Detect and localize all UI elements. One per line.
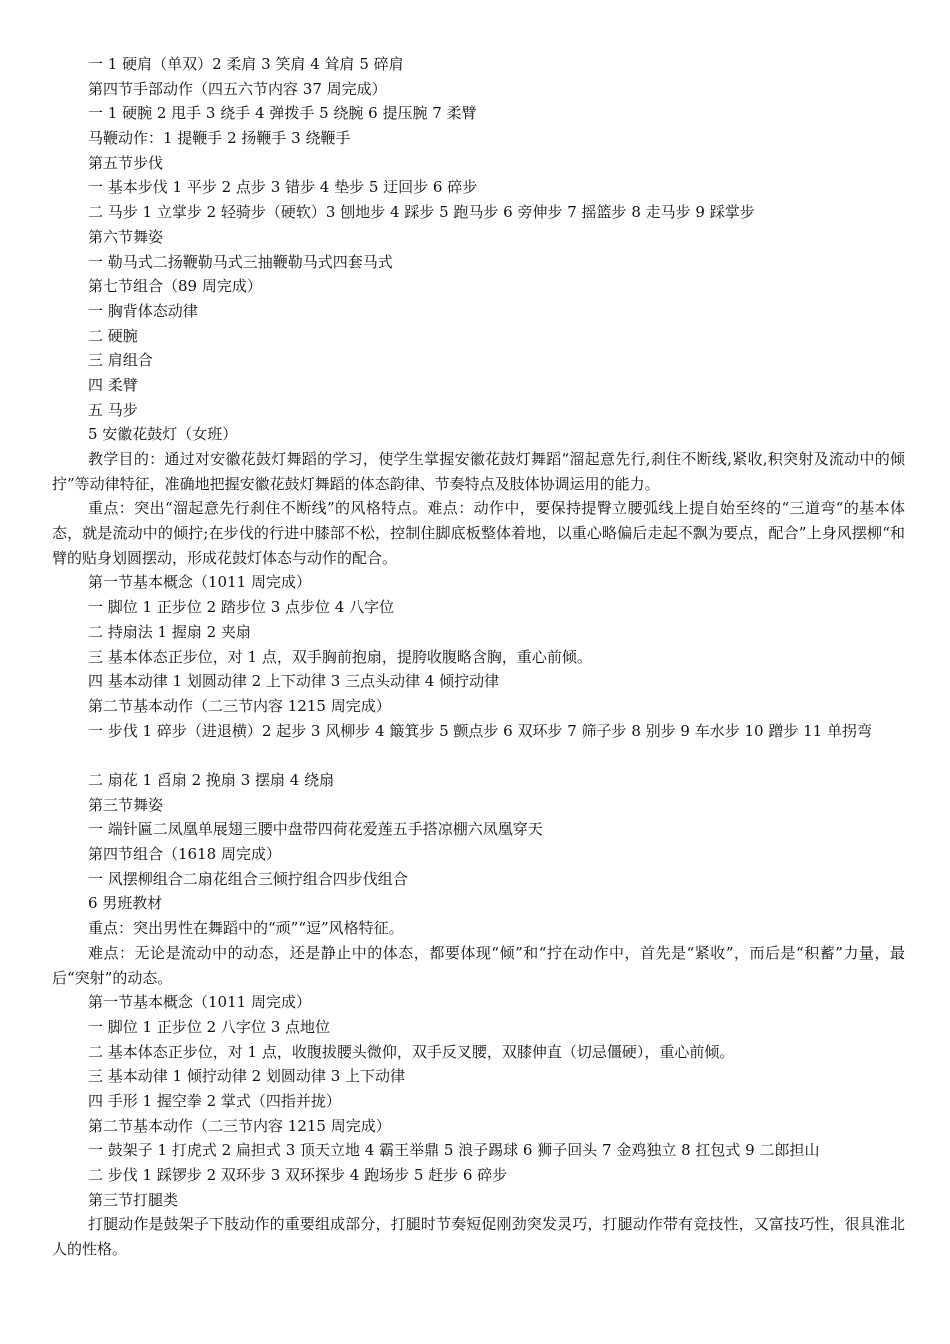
text-line: 一 勒马式二扬鞭勒马式三抽鞭勒马式四套马式: [88, 252, 393, 271]
text-line: 一 鼓架子 1 打虎式 2 扁担式 3 顶天立地 4 霸王举鼎 5 浪子踢球 6 狮子回头 7 金鸡独立 8 扛包式 9 二郎担山: [88, 1141, 820, 1160]
section-heading: 第一节基本概念（1011 周完成）: [88, 993, 311, 1012]
text-line: 重点：突出男性在舞蹈中的“顽”“逗”风格特征。: [88, 919, 404, 938]
section-heading: 第七节组合（89 周完成）: [88, 277, 262, 296]
text-line: 四 柔臂: [88, 375, 138, 394]
section-heading: 第三节舞姿: [88, 795, 164, 814]
text-line: 三 基本体态正步位，对 1 点，双手胸前抱扇，提胯收腹略含胸，重心前倾。: [88, 647, 592, 666]
section-heading: 第四节组合（1618 周完成）: [88, 845, 281, 864]
text-line: 一 端针匾二凤凰单展翅三腰中盘带四荷花爱莲五手搭凉棚六凤凰穿天: [88, 820, 543, 839]
text-line: 二 马步 1 立掌步 2 轻骑步（硬软）3 刨地步 4 踩步 5 跑马步 6 旁伸步 7 摇篮步 8 走马步 9 踩掌步: [88, 203, 755, 222]
text-line: 一 风摆柳组合二扇花组合三倾拧组合四步伐组合: [88, 869, 408, 888]
text-line: 一 1 硬肩（单双）2 柔肩 3 笑肩 4 耸肩 5 碎肩: [88, 55, 404, 73]
text-line: 一 1 硬腕 2 甩手 3 绕手 4 弹拨手 5 绕腕 6 提压腕 7 柔臂: [88, 104, 477, 123]
section-heading: 第五节步伐: [88, 153, 164, 172]
text-line: 二 硬腕: [88, 326, 138, 345]
text-line: 三 基本动律 1 倾拧动律 2 划圆动律 3 上下动律: [88, 1067, 406, 1086]
text-line: 二 持扇法 1 握扇 2 夹扇: [88, 622, 251, 641]
section-heading: 第一节基本概念（1011 周完成）: [88, 573, 311, 592]
text-line: 二 步伐 1 踩锣步 2 双环步 3 双环探步 4 跑场步 5 赶步 6 碎步: [88, 1166, 508, 1185]
text-line: 五 马步: [88, 400, 138, 419]
text-line: 四 基本动律 1 划圆动律 2 上下动律 3 三点头动律 4 倾拧动律: [88, 672, 500, 691]
section-heading: 第三节打腿类: [88, 1190, 179, 1209]
document-page: [52, 52, 905, 1262]
paragraph: 教学目的：通过对安徽花鼓灯舞蹈的学习，使学生掌握安徽花鼓灯舞蹈“溜起意先行,刹住不断线,紧收,积突射及流动中的倾拧”等动律特征，准确地把握安徽花鼓灯舞蹈的体态韵律、节奏特点及肢体协调运用的能力。: [52, 450, 905, 493]
text-line: 三 肩组合: [88, 351, 153, 370]
section-heading: 第六节舞姿: [88, 227, 164, 246]
text-line: 一 基本步伐 1 平步 2 点步 3 错步 4 垫步 5 迂回步 6 碎步: [88, 178, 478, 197]
section-heading: 第二节基本动作（二三节内容 1215 周完成）: [88, 1116, 391, 1135]
text-line: 四 手形 1 握空拳 2 掌式（四指并拢）: [88, 1091, 341, 1110]
text-line: 马鞭动作：1 提鞭手 2 扬鞭手 3 绕鞭手: [88, 129, 351, 148]
paragraph: 难点：无论是流动中的动态，还是静止中的体态，都要体现“倾”和“拧在动作中，首先是“紧收”，而后是“积蓄”力量，最后“突射”的动态。: [52, 943, 905, 987]
section-heading: 第四节手部动作（四五六节内容 37 周完成）: [88, 79, 387, 98]
text-line: 二 基本体态正步位，对 1 点，收腹拔腰头微仰，双手反叉腰，双膝伸直（切忌僵硬），重心前倾。: [88, 1042, 735, 1061]
text-line: 二 扇花 1 舀扇 2 挽扇 3 摆扇 4 绕扇: [88, 771, 335, 789]
chapter-heading: 5 安徽花鼓灯（女班）: [88, 425, 238, 444]
paragraph: 一 步伐 1 碎步（进退横）2 起步 3 风柳步 4 簸箕步 5 颤点步 6 双环步 7 筛子步 8 别步 9 车水步 10 蹭步 11 单拐弯: [88, 721, 872, 740]
text-line: 一 脚位 1 正步位 2 踏步位 3 点步位 4 八字位: [88, 598, 395, 617]
section-heading: 第二节基本动作（二三节内容 1215 周完成）: [88, 696, 391, 715]
text-line: 一 脚位 1 正步位 2 八字位 3 点地位: [88, 1017, 331, 1036]
text-line: 一 胸背体态动律: [88, 301, 198, 320]
chapter-heading: 6 男班教材: [88, 894, 163, 913]
paragraph: 打腿动作是鼓架子下肢动作的重要组成部分，打腿时节奏短促刚劲突发灵巧，打腿动作带有竞技性，又富技巧性，很具淮北人的性格。: [52, 1215, 905, 1259]
paragraph: 重点：突出“溜起意先行刹住不断线”的风格特点。难点：动作中，要保持提臀立腰弧线上提自始至终的“三道弯“的基本体态，就是流动中的倾拧;在步伐的行进中膝部不松，控制住脚底板整体着地，以重心略偏后走起不飘为要点，配合”上身风摆柳“和臂的贴身划圆摆动，形成花鼓灯体态与动作的配合。: [52, 499, 905, 567]
